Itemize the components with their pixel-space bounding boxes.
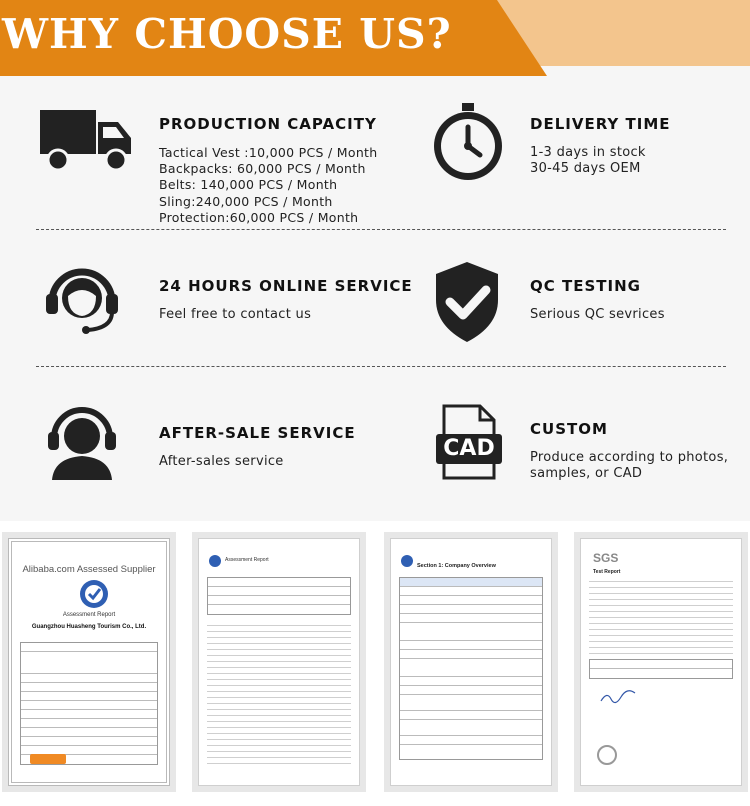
certificate-alibaba: [2, 532, 176, 792]
cad-label: CAD: [443, 436, 495, 461]
production-title: PRODUCTION CAPACITY: [159, 115, 377, 133]
production-line: Tactical Vest :10,000 PCS / Month: [159, 145, 378, 160]
signature-icon: [599, 689, 639, 705]
truck-icon: [40, 110, 132, 172]
custom-title: CUSTOM: [530, 420, 608, 438]
report-2-title: Assessment Report: [225, 557, 269, 563]
online-service-lines: [159, 307, 413, 323]
headset-agent-icon: [42, 262, 122, 342]
sgs-logo: SGS: [593, 551, 619, 565]
sgs-report-title: Test Report: [593, 569, 621, 575]
alibaba-footer-logo: [30, 754, 66, 764]
production-line: Protection:60,000 PCS / Month: [159, 209, 359, 225]
alibaba-subtitle: Assessment Report: [62, 612, 116, 618]
production-lines: [159, 145, 377, 226]
delivery-time-block: [530, 115, 671, 177]
certificate-paper: [198, 538, 360, 786]
online-service-title: 24 HOURS ONLINE SERVICE: [159, 277, 413, 295]
custom-line: samples, or CAD: [530, 466, 643, 482]
page-title: WHY CHOOSE US?: [2, 10, 452, 58]
certificate-paper: [390, 538, 552, 786]
custom-lines: [530, 450, 728, 482]
sgs-text-lines: [581, 581, 741, 665]
headphone-user-icon: [46, 404, 118, 480]
report-3-title: Section 1: Company Overview: [417, 563, 496, 569]
report-seal-icon: [401, 555, 413, 567]
certificate-table: [207, 577, 351, 615]
assessment-seal-icon: [78, 578, 110, 610]
delivery-line: 1-3 days in stock: [530, 145, 646, 160]
alibaba-brand: Alibaba.com Assessed Supplier: [22, 564, 156, 575]
custom-line: Produce according to photos,: [530, 450, 729, 465]
header-banner: [0, 0, 750, 76]
online-service-line: Feel free to contact us: [159, 307, 312, 322]
delivery-lines: [530, 145, 671, 177]
delivery-line: 30-45 days OEM: [530, 161, 641, 177]
shield-check-icon: [434, 262, 500, 342]
after-sale-block: [159, 424, 356, 470]
production-line: Sling:240,000 PCS / Month: [159, 193, 333, 209]
certificate-table: [399, 577, 543, 760]
cad-file-icon: [436, 404, 502, 480]
certificate-report-3: [384, 532, 558, 792]
production-capacity-block: [159, 115, 377, 226]
alibaba-company: Guangzhou Huasheng Tourism Co., Ltd.: [31, 624, 147, 630]
after-sale-line: After-sales service: [159, 454, 284, 469]
production-line: Belts: 140,000 PCS / Month: [159, 177, 338, 193]
certificate-table: [589, 659, 733, 679]
after-sale-lines: [159, 454, 356, 470]
custom-block: [530, 420, 728, 482]
qc-lines: [530, 307, 665, 323]
online-service-block: [159, 277, 413, 323]
qc-line: Serious QC sevrices: [530, 307, 665, 322]
production-line: Backpacks: 60,000 PCS / Month: [159, 161, 366, 177]
report-seal-icon: [209, 555, 221, 567]
certificate-table: [20, 642, 158, 765]
qc-testing-block: [530, 277, 665, 323]
sgs-stamp-icon: [597, 745, 617, 765]
certificate-paper: [8, 538, 170, 786]
divider: [36, 229, 726, 230]
qc-title: QC TESTING: [530, 277, 641, 295]
clock-icon: [430, 103, 506, 183]
certificate-paper: [580, 538, 742, 786]
certificate-report-2: [192, 532, 366, 792]
report-2-text-lines: [199, 625, 359, 769]
divider: [36, 366, 726, 367]
delivery-title: DELIVERY TIME: [530, 115, 671, 133]
certificate-sgs: [574, 532, 748, 792]
after-sale-title: AFTER-SALE SERVICE: [159, 424, 356, 442]
